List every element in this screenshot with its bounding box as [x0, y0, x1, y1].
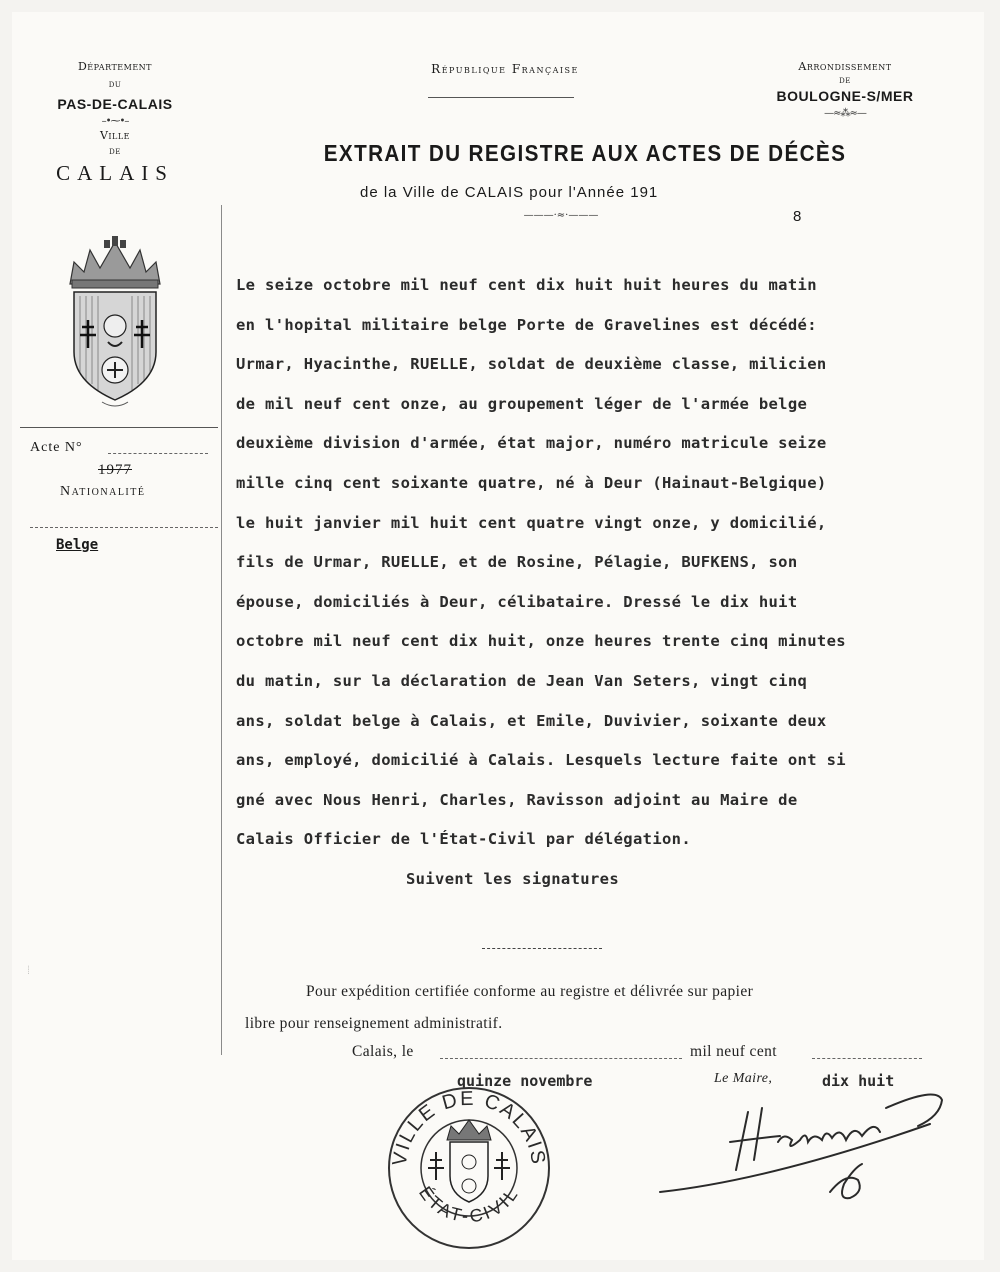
signatures-line: Suivent les signatures — [406, 869, 619, 888]
typed-body — [236, 276, 976, 910]
typed-line: Calais Officier de l'État-Civil par délégation. — [236, 830, 692, 849]
year-dotted-line — [812, 1058, 922, 1059]
stamp-top-text: VILLE DE CALAIS — [388, 1087, 550, 1168]
typed-line: ans, soldat belge à Calais, et Emile, Duvivier, soixante deux — [236, 711, 827, 730]
svg-text:ÉTAT-CIVIL — [415, 1183, 523, 1227]
ville-label: Ville — [99, 129, 131, 142]
typed-line: ans, employé, domicilié à Calais. Lesquels lecture faite ont si — [236, 751, 846, 770]
typed-line: de mil neuf cent onze, au groupement léger de l'armée belge — [236, 394, 808, 413]
arrondissement-label: Arrondissement — [798, 60, 892, 73]
nationalite-value: Belge — [56, 537, 99, 553]
arrondissement-block — [745, 60, 945, 119]
arr-de-label: de — [839, 75, 851, 86]
de-label: de — [109, 146, 121, 157]
date-dotted-line — [440, 1058, 682, 1059]
typed-line: du matin, sur la déclaration de Jean Van Seters, vingt cinq — [236, 671, 808, 690]
mil-neuf-cent-label: mil neuf cent — [690, 1043, 777, 1060]
acte-label: Acte N° — [30, 440, 83, 455]
divider-line — [20, 427, 218, 428]
ville-de-calais-stamp-icon — [384, 1080, 554, 1250]
coat-of-arms-icon — [60, 232, 170, 412]
header-republique — [330, 62, 680, 76]
left-margin-header — [20, 60, 210, 186]
republique-rule — [428, 97, 574, 98]
nationalite-dotted-line — [30, 527, 218, 528]
le-maire-label: Le Maire, — [714, 1071, 773, 1086]
typed-line: fils de Urmar, RUELLE, et de Rosine, Pélagie, BUFKENS, son — [236, 553, 798, 572]
typed-line: Le seize octobre mil neuf cent dix huit huit heures du matin — [236, 276, 817, 294]
document-subtitle: de la Ville de CALAIS pour l'Année 191 — [360, 184, 659, 201]
certification-line-1: Pour expédition certifiée conforme au registre et délivrée sur papier — [306, 983, 754, 1000]
nationalite-label: Nationalité — [60, 484, 146, 499]
calais-label: CALAIS — [56, 161, 174, 185]
document-title: EXTRAIT DU REGISTRE AUX ACTES DE DÉCÈS — [323, 140, 847, 166]
departement-label: Département — [77, 60, 152, 73]
footer-separator — [482, 948, 602, 949]
year-typed: dix huit — [822, 1072, 895, 1090]
mayor-signature-icon — [650, 1080, 950, 1210]
stamp-bottom-text: ÉTAT-CIVIL — [414, 1182, 523, 1227]
republique-label: République Française — [431, 62, 579, 76]
acte-number: 1977 — [98, 462, 132, 478]
ornament-divider: –•⁓•– — [101, 116, 129, 127]
calais-le-label: Calais, le — [352, 1043, 414, 1060]
du-label: du — [108, 79, 122, 90]
ornament-divider-right: —≈⁂≈— — [824, 108, 866, 119]
typed-line: mille cinq cent soixante quatre, né à Deur (Hainaut-Belgique) — [236, 473, 827, 492]
typed-line: épouse, domiciliés à Deur, célibataire. Dressé le dix huit — [236, 592, 798, 611]
typed-line: gné avec Nous Henri, Charles, Ravisson adjoint au Maire de — [236, 790, 798, 809]
typed-line: Urmar, Hyacinthe, RUELLE, soldat de deuxième classe, milicien — [236, 355, 827, 374]
certification-line-2: libre pour renseignement administratif. — [245, 1015, 503, 1032]
printer-imprint: ····· — [26, 965, 32, 975]
boulogne-label: BOULOGNE-S/MER — [776, 88, 914, 104]
year-digit: 8 — [793, 208, 802, 225]
title-ornament: ———·≈·——— — [523, 210, 599, 221]
typed-line: octobre mil neuf cent dix huit, onze heures trente cinq minutes — [236, 632, 846, 651]
typed-line: en l'hopital militaire belge Porte de Gravelines est décédé: — [236, 315, 817, 334]
acte-dotted-line — [108, 453, 208, 454]
vertical-margin-rule — [221, 205, 222, 1055]
typed-line: deuxième division d'armée, état major, numéro matricule seize — [236, 434, 827, 453]
pas-de-calais-label: PAS-DE-CALAIS — [57, 96, 173, 112]
typed-line: le huit janvier mil huit cent quatre vingt onze, y domicilié, — [236, 513, 827, 532]
date-typed: quinze novembre — [457, 1072, 593, 1090]
